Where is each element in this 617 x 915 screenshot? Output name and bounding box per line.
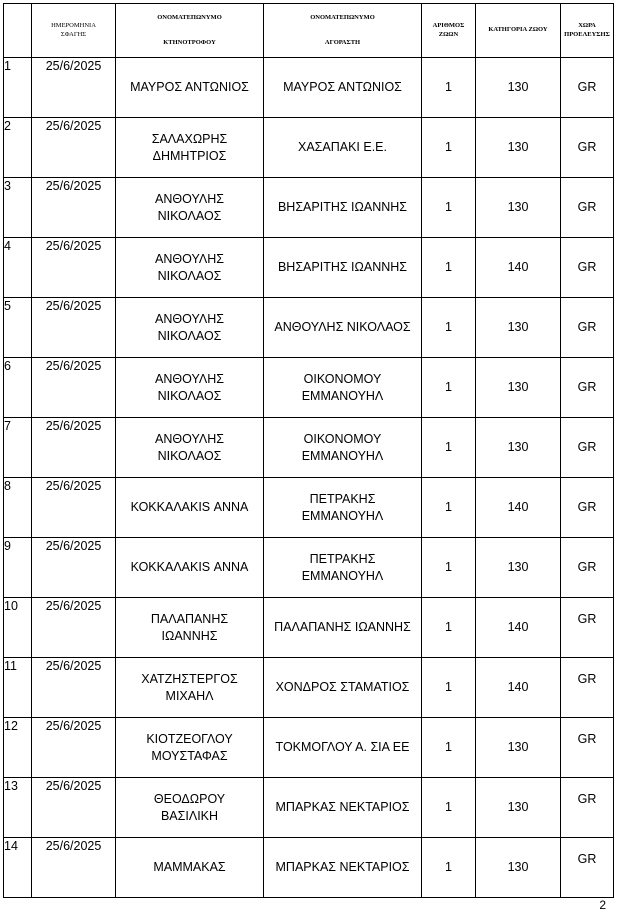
row-number: 8 — [4, 478, 32, 538]
row-breeder-line: ΝΙΚΟΛΑΟΣ — [157, 388, 222, 403]
row-buyer — [264, 118, 422, 178]
row-category: 130 — [476, 538, 561, 598]
row-country: GR — [561, 658, 614, 718]
row-date: 25/6/2025 — [32, 658, 116, 718]
row-breeder — [116, 718, 264, 778]
row-breeder-line: ΜΑΥΡΟΣ ΑΝΤΩΝΙΟΣ — [130, 80, 249, 94]
row-buyer-line: ΕΜΜΑΝΟΥΗΛ — [301, 448, 384, 463]
row-country: GR — [561, 778, 614, 838]
table-row — [4, 298, 614, 358]
slaughter-register-table — [3, 3, 614, 898]
row-breeder-line: ΔΗΜΗΤΡΙΟΣ — [152, 148, 227, 163]
row-date: 25/6/2025 — [32, 538, 116, 598]
row-buyer — [264, 418, 422, 478]
row-breeder-line: ΜΑΜΜΑΚΑΣ — [153, 860, 226, 874]
row-breeder — [116, 838, 264, 898]
row-buyer-line: ΠΕΤΡΑΚΗΣ — [309, 491, 376, 506]
row-buyer-line: ΒΗΣΑΡΙΤΗΣ ΙΩΑΝΝΗΣ — [277, 200, 408, 214]
header-date — [32, 4, 116, 58]
row-number: 10 — [4, 598, 32, 658]
row-buyer-line: ΜΑΥΡΟΣ ΑΝΤΩΝΙΟΣ — [283, 80, 402, 94]
row-country: GR — [561, 418, 614, 478]
row-category: 130 — [476, 118, 561, 178]
table-row — [4, 538, 614, 598]
row-breeder — [116, 58, 264, 118]
header-category: ΚΑΤΗΓΟΡΙΑ ΖΩΟΥ — [476, 4, 561, 58]
row-breeder-line: ΝΙΚΟΛΑΟΣ — [157, 208, 222, 223]
row-buyer — [264, 718, 422, 778]
row-buyer-line: ΑΝΘΟΥΛΗΣ ΝΙΚΟΛΑΟΣ — [274, 320, 411, 334]
row-breeder — [116, 598, 264, 658]
row-buyer — [264, 478, 422, 538]
row-breeder-line: ΚΙΟΤΖΕΟΓΛΟΥ — [146, 731, 233, 746]
row-country: GR — [561, 538, 614, 598]
row-buyer — [264, 238, 422, 298]
row-country: GR — [561, 298, 614, 358]
row-number: 2 — [4, 118, 32, 178]
row-buyer-line: ΜΠΑΡΚΑΣ ΝΕΚΤΑΡΙΟΣ — [275, 860, 410, 874]
row-country: GR — [561, 58, 614, 118]
row-breeder-line: ΚΟΚΚΑΛΑΚΙS ΑΝΝΑ — [130, 560, 249, 574]
table-body — [4, 58, 614, 898]
header-count-line2: ΖΩΩΝ — [438, 30, 459, 38]
header-buyer-line2: ΑΓΟΡΑΣΤΗ — [324, 38, 361, 46]
row-count: 1 — [422, 118, 476, 178]
row-date: 25/6/2025 — [32, 238, 116, 298]
table-row — [4, 58, 614, 118]
row-breeder — [116, 538, 264, 598]
row-date: 25/6/2025 — [32, 118, 116, 178]
row-breeder-line: ΒΑΣΙΛΙΚΗ — [160, 808, 219, 823]
row-breeder-line: ΑΝΘΟΥΛΗΣ — [155, 251, 224, 266]
row-category: 130 — [476, 358, 561, 418]
table-row — [4, 478, 614, 538]
row-breeder-line: ΑΝΘΟΥΛΗΣ — [155, 431, 224, 446]
row-category: 130 — [476, 838, 561, 898]
row-number: 5 — [4, 298, 32, 358]
table-row — [4, 718, 614, 778]
row-breeder — [116, 778, 264, 838]
table-row — [4, 358, 614, 418]
row-category: 130 — [476, 778, 561, 838]
header-index — [4, 4, 32, 58]
table-row — [4, 118, 614, 178]
row-date: 25/6/2025 — [32, 298, 116, 358]
row-buyer — [264, 178, 422, 238]
row-country: GR — [561, 358, 614, 418]
row-buyer-line: ΧΟΝΔΡΟΣ ΣΤΑΜΑΤΙΟΣ — [275, 680, 410, 694]
row-date: 25/6/2025 — [32, 778, 116, 838]
row-breeder-line: ΙΩΑΝΝΗΣ — [161, 628, 218, 643]
row-buyer-line: ΟΙΚΟΝΟΜΟΥ — [303, 371, 382, 386]
row-breeder-line: ΧΑΤΖΗΣΤΕΡΓΟΣ — [141, 671, 238, 686]
row-number: 6 — [4, 358, 32, 418]
header-country-line2: ΠΡΟΕΛΕΥΣΗΣ — [564, 30, 610, 38]
table-row — [4, 238, 614, 298]
row-count: 1 — [422, 838, 476, 898]
row-date: 25/6/2025 — [32, 58, 116, 118]
row-category: 130 — [476, 178, 561, 238]
row-breeder-line: ΜΙΧΑΗΛ — [165, 688, 214, 703]
row-number: 12 — [4, 718, 32, 778]
row-buyer-line: ΧΑΣΑΠΑΚΙ Ε.Ε. — [297, 140, 387, 154]
row-breeder — [116, 238, 264, 298]
row-breeder-line: ΘΕΟΔΩΡΟΥ — [153, 791, 226, 806]
row-country: GR — [561, 478, 614, 538]
row-buyer-line: ΠΑΛΑΠΑΝΗΣ ΙΩΑΝΝΗΣ — [274, 620, 411, 634]
row-count: 1 — [422, 658, 476, 718]
table-row — [4, 658, 614, 718]
row-buyer-line: ΕΜΜΑΝΟΥΗΛ — [301, 568, 384, 583]
row-breeder-line: ΑΝΘΟΥΛΗΣ — [155, 191, 224, 206]
row-buyer — [264, 58, 422, 118]
row-date: 25/6/2025 — [32, 358, 116, 418]
row-buyer — [264, 538, 422, 598]
header-country — [561, 4, 614, 58]
row-category: 130 — [476, 718, 561, 778]
row-date: 25/6/2025 — [32, 598, 116, 658]
row-category: 130 — [476, 298, 561, 358]
header-date-line2: ΣΦΑΓΗΣ — [60, 30, 87, 38]
row-category: 140 — [476, 598, 561, 658]
row-buyer-line: ΠΕΤΡΑΚΗΣ — [309, 551, 376, 566]
row-breeder — [116, 478, 264, 538]
header-buyer-line1: ΟΝΟΜΑΤΕΠΩΝΥΜΟ — [310, 13, 375, 21]
row-date: 25/6/2025 — [32, 178, 116, 238]
row-count: 1 — [422, 358, 476, 418]
row-buyer-line: ΟΙΚΟΝΟΜΟΥ — [303, 431, 382, 446]
row-buyer-line: ΜΠΑΡΚΑΣ ΝΕΚΤΑΡΙΟΣ — [275, 800, 410, 814]
row-number: 11 — [4, 658, 32, 718]
row-breeder-line: ΚΟΚΚΑΛΑΚΙS ΑΝΝΑ — [130, 500, 249, 514]
row-date: 25/6/2025 — [32, 418, 116, 478]
header-count-line1: ΑΡΙΘΜΟΣ — [432, 21, 465, 29]
row-count: 1 — [422, 298, 476, 358]
row-buyer-line: ΕΜΜΑΝΟΥΗΛ — [301, 388, 384, 403]
table-row — [4, 778, 614, 838]
row-country: GR — [561, 118, 614, 178]
row-buyer — [264, 598, 422, 658]
row-count: 1 — [422, 178, 476, 238]
table-row — [4, 178, 614, 238]
row-breeder — [116, 358, 264, 418]
row-count: 1 — [422, 718, 476, 778]
row-number: 3 — [4, 178, 32, 238]
header-breeder-line2: ΚΤΗΝΟΤΡΟΦΟΥ — [163, 38, 216, 46]
row-country: GR — [561, 838, 614, 898]
table-row — [4, 598, 614, 658]
row-category: 140 — [476, 478, 561, 538]
row-breeder-line: ΝΙΚΟΛΑΟΣ — [157, 328, 222, 343]
row-country: GR — [561, 598, 614, 658]
row-country: GR — [561, 718, 614, 778]
row-country: GR — [561, 178, 614, 238]
row-count: 1 — [422, 538, 476, 598]
row-number: 4 — [4, 238, 32, 298]
row-country: GR — [561, 238, 614, 298]
row-category: 130 — [476, 58, 561, 118]
row-buyer — [264, 658, 422, 718]
row-buyer-line: ΤΟΚΜΟΓΛΟΥ Α. ΣΙΑ ΕΕ — [275, 740, 410, 754]
row-category: 140 — [476, 658, 561, 718]
row-buyer — [264, 358, 422, 418]
header-country-line1: ΧΩΡΑ — [578, 21, 596, 29]
row-date: 25/6/2025 — [32, 838, 116, 898]
row-breeder-line: ΝΙΚΟΛΑΟΣ — [157, 268, 222, 283]
row-buyer — [264, 838, 422, 898]
row-breeder-line: ΣΑΛΑΧΩΡΗΣ — [151, 131, 228, 146]
row-count: 1 — [422, 418, 476, 478]
page-number: 2 — [599, 898, 606, 912]
row-category: 130 — [476, 418, 561, 478]
table-row — [4, 838, 614, 898]
row-number: 14 — [4, 838, 32, 898]
row-category: 140 — [476, 238, 561, 298]
row-breeder — [116, 178, 264, 238]
row-breeder-line: ΝΙΚΟΛΑΟΣ — [157, 448, 222, 463]
row-count: 1 — [422, 58, 476, 118]
table-header-row — [4, 4, 614, 58]
row-date: 25/6/2025 — [32, 718, 116, 778]
row-number: 7 — [4, 418, 32, 478]
row-count: 1 — [422, 778, 476, 838]
row-buyer-line: ΒΗΣΑΡΙΤΗΣ ΙΩΑΝΝΗΣ — [277, 260, 408, 274]
header-breeder-line1: ΟΝΟΜΑΤΕΠΩΝΥΜΟ — [157, 13, 222, 21]
row-breeder-line: ΠΑΛΑΠΑΝΗΣ — [150, 611, 229, 626]
row-number: 9 — [4, 538, 32, 598]
header-breeder — [116, 4, 264, 58]
row-buyer — [264, 298, 422, 358]
header-buyer — [264, 4, 422, 58]
row-count: 1 — [422, 598, 476, 658]
header-count — [422, 4, 476, 58]
row-breeder-line: ΑΝΘΟΥΛΗΣ — [155, 371, 224, 386]
row-breeder — [116, 118, 264, 178]
row-breeder-line: ΑΝΘΟΥΛΗΣ — [155, 311, 224, 326]
row-date: 25/6/2025 — [32, 478, 116, 538]
row-number: 1 — [4, 58, 32, 118]
row-buyer — [264, 778, 422, 838]
row-buyer-line: ΕΜΜΑΝΟΥΗΛ — [301, 508, 384, 523]
table-row — [4, 418, 614, 478]
header-date-line1: ΗΜΕΡΟΜΗΝΙΑ — [51, 21, 96, 29]
row-count: 1 — [422, 478, 476, 538]
row-breeder — [116, 658, 264, 718]
row-breeder — [116, 298, 264, 358]
row-breeder — [116, 418, 264, 478]
row-number: 13 — [4, 778, 32, 838]
row-count: 1 — [422, 238, 476, 298]
row-breeder-line: ΜΟΥΣΤΑΦΑΣ — [151, 748, 228, 763]
